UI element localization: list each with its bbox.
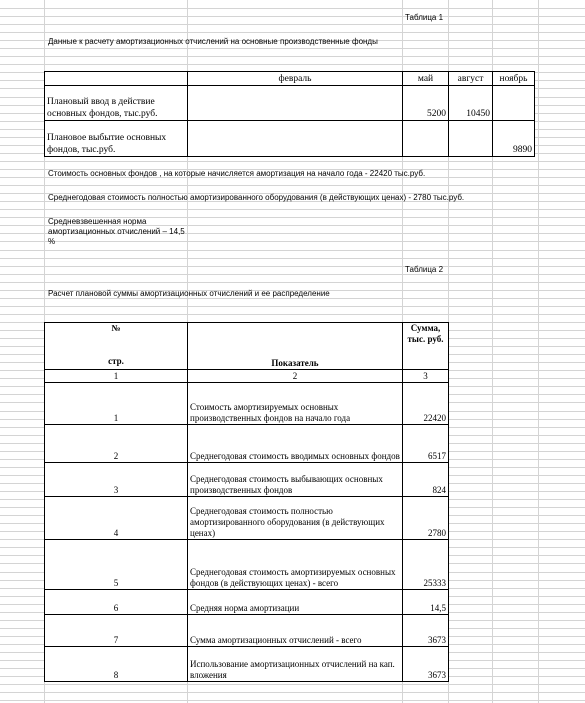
table2-colnum: 3 bbox=[403, 370, 449, 383]
table2-row-num: 3 bbox=[45, 463, 188, 497]
table2-row-num: 8 bbox=[45, 647, 188, 682]
table2-row bbox=[45, 615, 449, 647]
table2-row bbox=[45, 425, 449, 463]
table1-cell-aug: 10450 bbox=[449, 86, 493, 121]
table2-row-label: Среднегодовая стоимость полностью амортизированного оборудования (в действующих ценах) bbox=[188, 497, 403, 540]
table2-row-num: 5 bbox=[45, 540, 188, 590]
table2-row-value: 22420 bbox=[403, 383, 449, 425]
table2-heading: Расчет плановой суммы амортизационных отчислений и ее распределение bbox=[48, 289, 330, 298]
note-cost-depreciated: Среднегодовая стоимость полностью амортизированного оборудования (в действующих ценах) - 2780 тыс.руб. bbox=[48, 193, 465, 202]
table2-row-value: 2780 bbox=[403, 497, 449, 540]
table1-header-aug: август bbox=[449, 72, 493, 86]
table2-row bbox=[45, 540, 449, 590]
table1-header-nov: ноябрь bbox=[493, 72, 535, 86]
table1-cell-feb bbox=[188, 121, 403, 157]
table2-row-label: Среднегодовая стоимость амортизируемых основных фондов (в действующих ценах) - всего bbox=[188, 540, 403, 590]
table2-row-label: Сумма амортизационных отчислений - всего bbox=[188, 615, 403, 647]
table2-row bbox=[45, 497, 449, 540]
table2-colnum-row bbox=[45, 370, 449, 383]
table2-row-label: Среднегодовая стоимость выбывающих основных производственных фондов bbox=[188, 463, 403, 497]
table1-cell-nov bbox=[493, 86, 535, 121]
table2-row-value: 6517 bbox=[403, 425, 449, 463]
table2-colnum: 2 bbox=[188, 370, 403, 383]
table1-heading: Данные к расчету амортизационных отчислений на основные производственные фонды bbox=[48, 37, 378, 46]
table1-header-row bbox=[45, 72, 535, 86]
table1-header-feb: февраль bbox=[188, 72, 403, 86]
table2-header-row bbox=[45, 323, 449, 370]
table2-row bbox=[45, 590, 449, 615]
table1-header-label bbox=[45, 72, 188, 86]
table2-row-num: 4 bbox=[45, 497, 188, 540]
table2-row bbox=[45, 463, 449, 497]
table2-header-num-bottom: стр. bbox=[108, 356, 124, 366]
table2-colnum: 1 bbox=[45, 370, 188, 383]
table2-row bbox=[45, 647, 449, 682]
table2-row-value: 25333 bbox=[403, 540, 449, 590]
table2-row-num: 1 bbox=[45, 383, 188, 425]
table2-row-num: 7 bbox=[45, 615, 188, 647]
table1-caption: Таблица 1 bbox=[405, 13, 444, 22]
note-cost-start: Стоимость основных фондов , на которые начисляется амортизация на начало года - 22420 тыс.руб. bbox=[48, 169, 426, 178]
table1-cell-may: 5200 bbox=[403, 86, 449, 121]
table1 bbox=[44, 71, 535, 157]
table2-row bbox=[45, 383, 449, 425]
table2-row-num: 6 bbox=[45, 590, 188, 615]
table1-row bbox=[45, 121, 535, 157]
note-depreciation-norm: Средневзвешенная норма амортизационных отчислений – 14,5 % bbox=[48, 217, 185, 246]
table1-cell-feb bbox=[188, 86, 403, 121]
table1-row-label: Плановый ввод в действие основных фондов, тыс.руб. bbox=[45, 86, 188, 121]
table2-row-value: 3673 bbox=[403, 615, 449, 647]
table2-header-sum: Сумма, тыс. руб. bbox=[403, 323, 449, 370]
table1-cell-aug bbox=[449, 121, 493, 157]
table2-header-indicator: Показатель bbox=[188, 323, 403, 370]
table2-row-label: Стоимость амортизируемых основных производственных фондов на начало года bbox=[188, 383, 403, 425]
table2-row-label: Среднегодовая стоимость вводимых основных фондов bbox=[188, 425, 403, 463]
table2-row-label: Использование амортизационных отчислений на кап. вложения bbox=[188, 647, 403, 682]
table2-row-value: 3673 bbox=[403, 647, 449, 682]
table1-row-label: Плановое выбытие основных фондов, тыс.руб. bbox=[45, 121, 188, 157]
table2-row-num: 2 bbox=[45, 425, 188, 463]
table2-row-value: 14,5 bbox=[403, 590, 449, 615]
table2-caption: Таблица 2 bbox=[405, 265, 444, 274]
table1-cell-may bbox=[403, 121, 449, 157]
table2-row-value: 824 bbox=[403, 463, 449, 497]
table2-row-label: Средняя норма амортизации bbox=[188, 590, 403, 615]
table2-header-num bbox=[45, 323, 188, 370]
table2-header-num-top: № bbox=[111, 323, 121, 333]
table1-header-may: май bbox=[403, 72, 449, 86]
table1-row bbox=[45, 86, 535, 121]
table2 bbox=[44, 322, 449, 682]
table1-cell-nov: 9890 bbox=[493, 121, 535, 157]
